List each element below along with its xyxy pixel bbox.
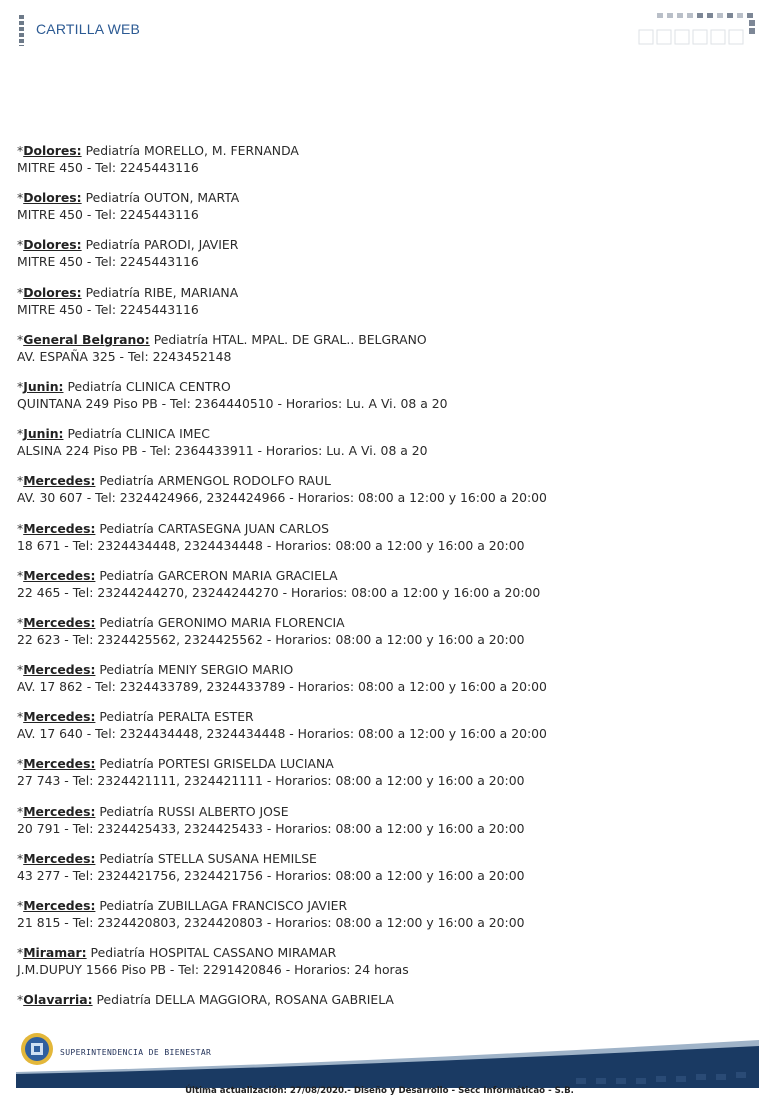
list-item [17,331,737,378]
entry-heading [17,472,737,489]
provider-detail: QUINTANA 249 Piso PB - Tel: 2364440510 - Horarios: Lu. A Vi. 08 a 20 [17,395,448,411]
city-label: Mercedes: [23,898,96,913]
provider-name: Pediatría HTAL. MPAL. DE GRAL.. BELGRANO [153,331,427,347]
city-label: Mercedes: [23,756,96,772]
provider-name: Pediatría PARODI, JAVIER [85,237,239,253]
entry-heading [17,614,737,631]
list-item [17,520,737,567]
bullet-star: * [17,992,24,1008]
bullet-star: * [17,945,24,961]
bullet-star: * [17,662,24,678]
entry-heading [17,284,737,301]
seal-logo-icon [20,1032,54,1066]
provider-name: Pediatría GERONIMO MARIA FLORENCIA [99,614,345,630]
bullet-star: * [17,520,24,536]
entry-heading [17,236,737,253]
entry-heading [17,944,737,961]
provider-detail: J.M.DUPUY 1566 Piso PB - Tel: 2291420846 - Horarios: 24 horas [17,962,409,978]
provider-name: Pediatría ZUBILLAGA FRANCISCO JAVIER [99,898,348,913]
list-item [17,661,737,708]
provider-name: Pediatría ARMENGOL RODOLFO RAUL [99,473,331,489]
provider-name: Pediatría CLINICA IMEC [67,426,210,442]
provider-detail: MITRE 450 - Tel: 2245443116 [17,160,199,175]
list-item [17,708,737,755]
bullet-star: * [17,473,24,489]
list-item [17,142,737,189]
page-footer [16,1028,759,1088]
list-item [17,189,737,236]
provider-list [17,142,737,1039]
bullet-star: * [17,567,24,583]
provider-detail: 22 465 - Tel: 23244244270, 23244244270 - Horarios: 08:00 a 12:00 y 16:00 a 20:00 [17,584,541,600]
header-decoration-icon [637,12,759,46]
provider-detail: AV. 17 640 - Tel: 2324434448, 2324434448 - Horarios: 08:00 a 12:00 y 16:00 a 20:00 [17,726,547,742]
bullet-star: * [17,378,24,394]
provider-name: Pediatría GARCERON MARIA GRACIELA [99,567,338,583]
provider-name: Pediatría CLINICA CENTRO [67,378,231,394]
footer-wave-graphic [16,1028,759,1088]
city-label: Dolores: [23,237,82,253]
provider-name: Pediatría MORELLO, M. FERNANDA [85,143,299,158]
entry-heading [17,331,737,348]
bullet-star: * [17,756,24,772]
bullet-star: * [17,898,24,913]
page-title: CARTILLA WEB [36,21,141,37]
entry-heading [17,755,737,772]
provider-detail: 21 815 - Tel: 2324420803, 2324420803 - Horarios: 08:00 a 12:00 y 16:00 a 20:00 [17,915,525,930]
entry-heading [17,567,737,584]
header-accent-bar [19,15,24,46]
bullet-star: * [17,803,24,819]
list-item [17,472,737,519]
last-update-note: Última actualización: 27/08/2020.- Diseño y Desarrollo - Secc Informáticao - S.B. [185,1086,574,1096]
list-item [17,803,737,850]
provider-name: Pediatría HOSPITAL CASSANO MIRAMAR [90,945,337,961]
provider-detail: 18 671 - Tel: 2324434448, 2324434448 - Horarios: 08:00 a 12:00 y 16:00 a 20:00 [17,537,525,553]
entry-heading [17,520,737,537]
city-label: Mercedes: [23,662,96,678]
city-label: Junin: [23,426,64,442]
provider-detail: 27 743 - Tel: 2324421111, 2324421111 - Horarios: 08:00 a 12:00 y 16:00 a 20:00 [17,773,525,789]
bullet-star: * [17,284,24,300]
provider-name: Pediatría STELLA SUSANA HEMILSE [99,850,317,866]
entry-heading [17,425,737,442]
entry-heading [17,378,737,395]
bullet-star: * [17,850,24,866]
provider-name: Pediatría OUTON, MARTA [85,190,240,206]
provider-name: Pediatría RIBE, MARIANA [85,284,239,300]
provider-detail: ALSINA 224 Piso PB - Tel: 2364433911 - Horarios: Lu. A Vi. 08 a 20 [17,443,428,459]
provider-detail: MITRE 450 - Tel: 2245443116 [17,301,199,317]
provider-detail: 20 791 - Tel: 2324425433, 2324425433 - Horarios: 08:00 a 12:00 y 16:00 a 20:00 [17,820,525,836]
bullet-star: * [17,709,24,725]
provider-detail: MITRE 450 - Tel: 2245443116 [17,254,199,270]
city-label: Junin: [23,378,64,394]
city-label: Mercedes: [23,850,96,866]
bullet-star: * [17,331,24,347]
list-item [17,850,737,897]
entry-heading [17,850,737,867]
provider-detail: 43 277 - Tel: 2324421756, 2324421756 - Horarios: 08:00 a 12:00 y 16:00 a 20:00 [17,867,525,883]
bullet-star: * [17,237,24,253]
list-item [17,425,737,472]
page-header [0,0,759,60]
city-label: Mercedes: [23,803,96,819]
provider-name: Pediatría CARTASEGNA JUAN CARLOS [99,520,329,536]
provider-detail: AV. 30 607 - Tel: 2324424966, 2324424966 - Horarios: 08:00 a 12:00 y 16:00 a 20:00 [17,490,547,506]
provider-name: Pediatría RUSSI ALBERTO JOSE [99,803,289,819]
bullet-star: * [17,190,24,206]
bullet-star: * [17,614,24,630]
list-item [17,284,737,331]
city-label: Dolores: [23,143,82,158]
provider-name: Pediatría PORTESI GRISELDA LUCIANA [99,756,334,772]
entry-heading [17,991,737,1008]
provider-detail: AV. ESPAÑA 325 - Tel: 2243452148 [17,348,232,364]
city-label: Mercedes: [23,567,96,583]
list-item [17,378,737,425]
organization-name: SUPERINTENDENCIA DE BIENESTAR [60,1048,212,1057]
city-label: Dolores: [23,284,82,300]
city-label: Dolores: [23,190,82,206]
list-item [17,944,737,991]
provider-detail: AV. 17 862 - Tel: 2324433789, 2324433789 - Horarios: 08:00 a 12:00 y 16:00 a 20:00 [17,679,547,695]
entry-heading [17,189,737,206]
provider-detail: 22 623 - Tel: 2324425562, 2324425562 - Horarios: 08:00 a 12:00 y 16:00 a 20:00 [17,631,525,647]
city-label: Mercedes: [23,709,96,725]
city-label: General Belgrano: [23,331,150,347]
city-label: Mercedes: [23,520,96,536]
entry-heading [17,708,737,725]
provider-detail: MITRE 450 - Tel: 2245443116 [17,207,199,223]
entry-heading [17,897,737,914]
entry-heading [17,803,737,820]
provider-name: Pediatría DELLA MAGGIORA, ROSANA GABRIELA [96,992,394,1008]
city-label: Olavarria: [23,992,93,1008]
list-item [17,897,737,944]
list-item [17,236,737,283]
provider-name: Pediatría PERALTA ESTER [99,709,254,725]
provider-name: Pediatría MENIY SERGIO MARIO [99,662,294,678]
city-label: Mercedes: [23,473,96,489]
bullet-star: * [17,143,24,158]
city-label: Miramar: [23,945,87,961]
list-item [17,614,737,661]
entry-heading [17,661,737,678]
city-label: Mercedes: [23,614,96,630]
list-item [17,567,737,614]
bullet-star: * [17,426,24,442]
list-item [17,755,737,802]
entry-heading [17,142,737,159]
